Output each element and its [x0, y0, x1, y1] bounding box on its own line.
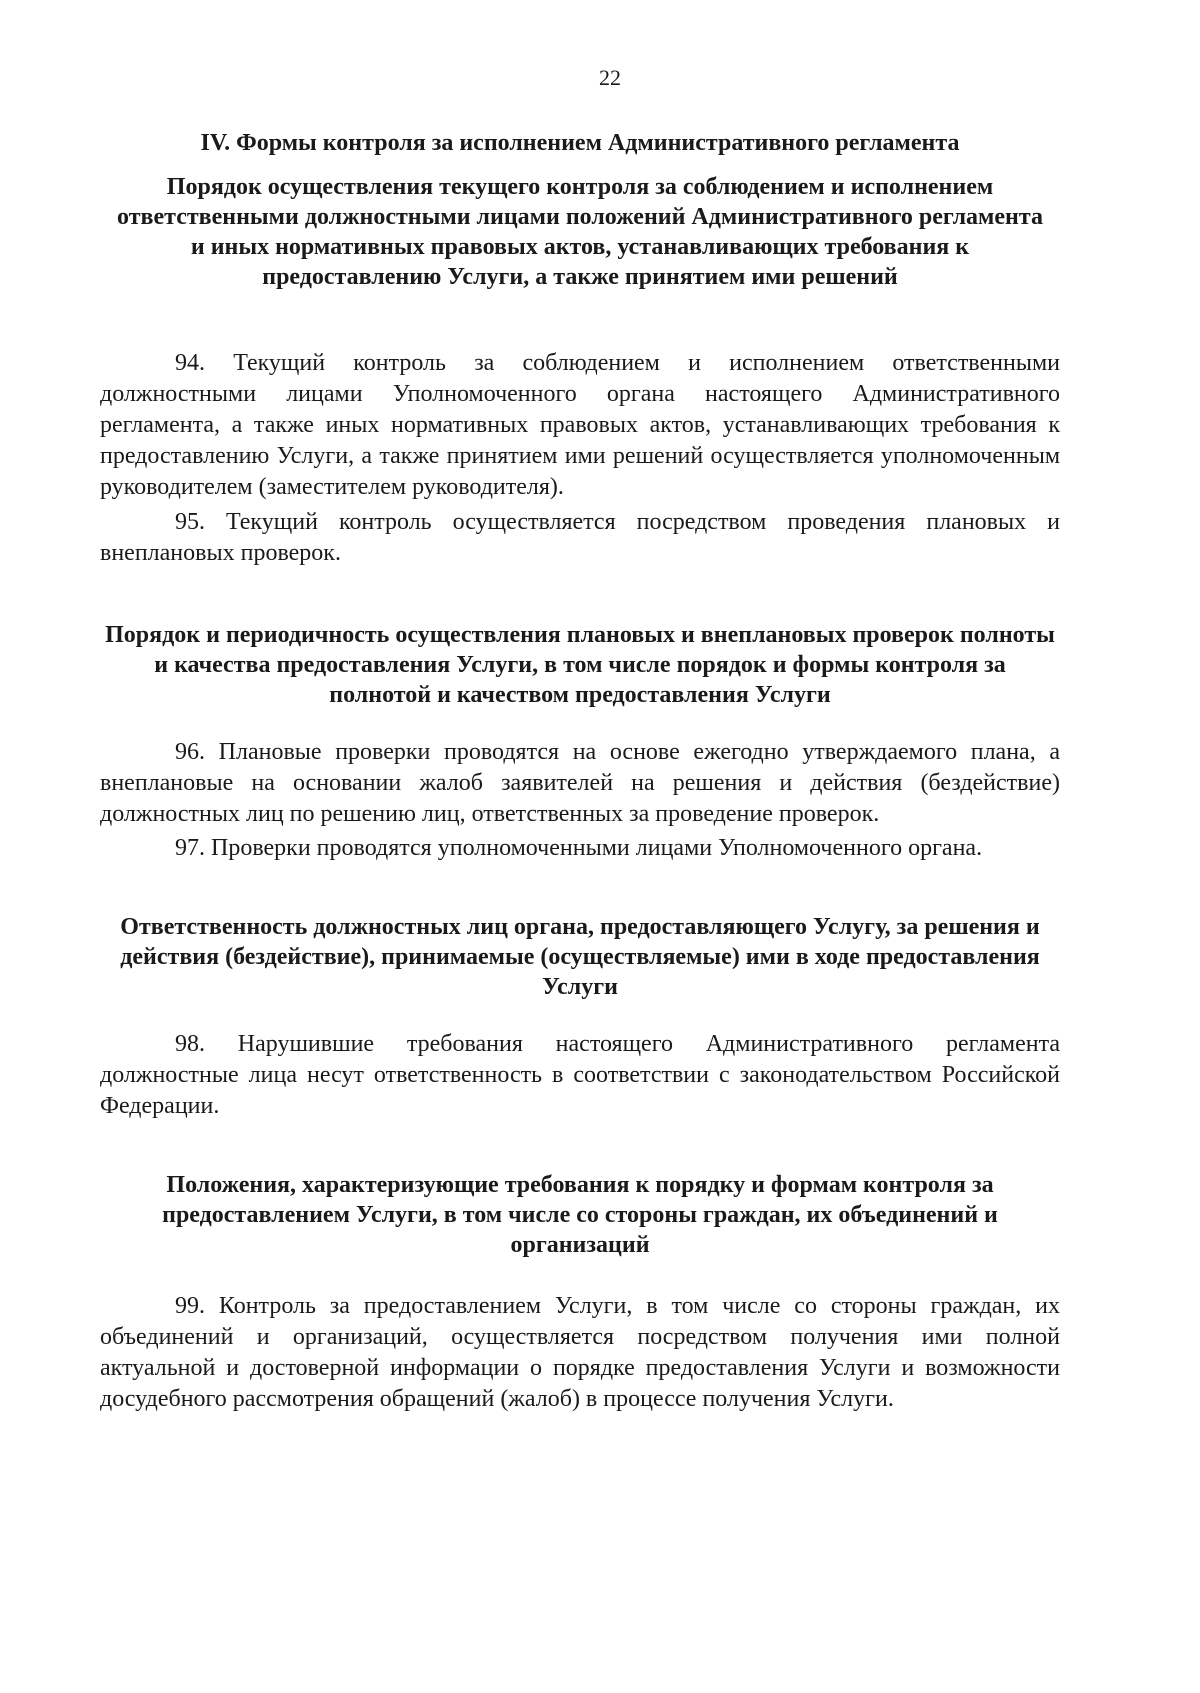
- paragraph-99: 99. Контроль за предоставлением Услуги, в том числе со стороны граждан, их объединений и организаций, осуществляется посредством получения ими полной актуальной и достоверной информации о порядке предоставления Услуги и возможности досудебного рассмотрения обращений (жалоб) в процессе получения Услуги.: [100, 1293, 1060, 1412]
- page-number: 22: [599, 65, 621, 90]
- subheading-responsibility: Ответственность должностных лиц органа, предоставляющего Услугу, за решения и действия (бездействие), принимаемые (осуществляемые) ими в ходе предоставления Услуги: [120, 914, 1040, 1000]
- subheading-control-requirements: Положения, характеризующие требования к порядку и формам контроля за предоставлением Услуги, в том числе со стороны граждан, их объединений и организаций: [162, 1172, 998, 1258]
- paragraph-98: 98. Нарушившие требования настоящего Административного регламента должностные лица несут ответственность в соответствии с законодательством Российской Федерации.: [100, 1031, 1060, 1119]
- subheading-inspections: Порядок и периодичность осуществления плановых и внеплановых проверок полноты и качества предоставления Услуги, в том числе порядок и формы контроля за полнотой и качеством предоставления Услуги: [105, 622, 1055, 708]
- paragraph-96: 96. Плановые проверки проводятся на основе ежегодно утверждаемого плана, а внеплановые на основании жалоб заявителей на решения и действия (бездействие) должностных лиц по решению лиц, ответственных за проведение проверок.: [100, 739, 1060, 827]
- paragraph-95: 95. Текущий контроль осуществляется посредством проведения плановых и внеплановых проверок.: [100, 509, 1060, 566]
- paragraph-94: 94. Текущий контроль за соблюдением и исполнением ответственными должностными лицами Уполномоченного органа настоящего Административного регламента, а также иных нормативных правовых актов, устанавливающих требования к предоставлению Услуги, а также принятием ими решений осуществляется уполномоченным руководителем (заместителем руководителя).: [100, 350, 1060, 500]
- paragraph-97: 97. Проверки проводятся уполномоченными лицами Уполномоченного органа.: [175, 835, 983, 861]
- section-title: IV. Формы контроля за исполнением Административного регламента: [200, 130, 960, 156]
- subheading-current-control: Порядок осуществления текущего контроля за соблюдением и исполнением ответственными должностными лицами положений Административного регламента и иных нормативных правовых актов, устанавливающих требования к предоставлению Услуги, а также принятием ими решений: [117, 174, 1043, 290]
